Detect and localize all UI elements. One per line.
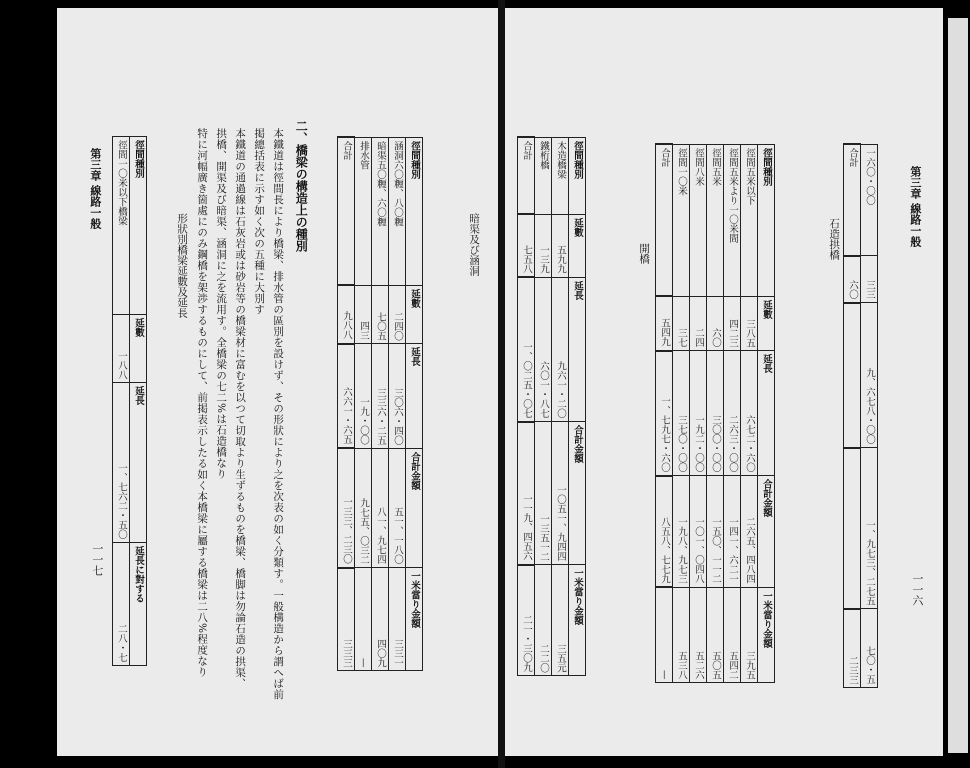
cell-cost-per-meter: 二一・三〇九 xyxy=(518,565,535,676)
header-total-cost: 合計金額 xyxy=(569,422,586,565)
cell-span-type: 徑間五米以下 xyxy=(741,144,758,296)
cell-total-cost: 九七五、〇三二 xyxy=(355,448,372,568)
cell-length: 一、〇二五・〇七 xyxy=(518,277,535,422)
table-row xyxy=(741,144,758,683)
header-length: 延長 xyxy=(758,351,775,476)
header-span-type: 徑間種別 xyxy=(406,137,423,285)
cell-count: 五四九 xyxy=(656,296,673,350)
cell-length: 二六三・〇〇 xyxy=(724,351,741,476)
cell-value: 九、六七八・〇〇 xyxy=(861,303,878,448)
cell-total-cost: 一一九、四五六 xyxy=(518,422,535,565)
cell-value: 一、九七三、二七五 xyxy=(861,448,878,609)
cell-span-type: 木造橋梁 xyxy=(552,137,569,214)
header-cost-per-meter: 一米當り金額 xyxy=(406,568,423,671)
cell-length: 三〇〇・〇〇 xyxy=(707,351,724,476)
cell-cost-per-meter: 四〇九 xyxy=(372,568,389,671)
cell-count: 五九九 xyxy=(552,214,569,277)
table-row xyxy=(113,137,130,666)
cell-count: 四二三 xyxy=(724,296,741,350)
cell-total-label: 合計 xyxy=(844,144,861,256)
body-line-3: 本鐵道の通過線は石灰岩或は砂岩等の橋梁材に富むを以つて切取より生ずるものを橋梁、橋脚は勿論石造の拱渠、 xyxy=(234,128,247,689)
cell-total-label: 合計 xyxy=(518,137,535,214)
cell-count: 九八八 xyxy=(338,285,355,344)
cell-count: 一三九 xyxy=(535,214,552,277)
table-row xyxy=(673,144,690,683)
cell-total-cost: 八一、九七四 xyxy=(372,448,389,568)
cell-cost-per-meter: — xyxy=(355,568,372,671)
cell-cost-per-meter: 五三八 xyxy=(673,587,690,683)
left-page xyxy=(57,8,498,756)
cell-value: 三三 xyxy=(861,256,878,303)
open-bridge-table xyxy=(517,136,586,676)
cell-cost-per-meter: 三五元 xyxy=(552,565,569,676)
table-row xyxy=(406,137,423,671)
cell-count: 七〇五 xyxy=(372,285,389,344)
bridge-shape-table xyxy=(112,136,147,666)
cell-span-type: 徑間一〇米 xyxy=(673,144,690,296)
header-ratio: 延長に對する xyxy=(130,542,147,665)
table-row xyxy=(707,144,724,683)
cell-length: 一九二・〇〇 xyxy=(690,351,707,476)
header-length: 延長 xyxy=(406,344,423,448)
cell-total-cost: 一〇五一、九四四 xyxy=(552,422,569,565)
cell-value: 七〇・五 xyxy=(861,609,878,688)
cell-ratio: 二八・七 xyxy=(113,542,130,665)
cell-value: 二三三 xyxy=(844,609,861,688)
table-row xyxy=(758,144,775,683)
right-running-header: 第三章 線路一般 xyxy=(908,166,922,247)
header-count: 延數 xyxy=(758,296,775,350)
cell-length: 一九・〇〇 xyxy=(355,344,372,448)
cell-span-type: 徑間五米 xyxy=(707,144,724,296)
culvert-caption: 暗渠及び涵洞 xyxy=(468,213,481,276)
table-row xyxy=(130,137,147,666)
header-span-type: 徑間種別 xyxy=(758,144,775,296)
cell-empty xyxy=(844,303,861,448)
table-total-row xyxy=(844,144,861,688)
cell-total-label: 合計 xyxy=(656,144,673,296)
cell-length: 三〇六・四〇 xyxy=(389,344,406,448)
cell-length: 六六一・六五 xyxy=(338,344,355,448)
cell-cost-per-meter: 三三三 xyxy=(338,568,355,671)
cell-count: 三八五 xyxy=(741,296,758,350)
cell-length: 九六一・二〇 xyxy=(552,277,569,422)
cell-length: 六七二・六〇 xyxy=(741,351,758,476)
cell-cost-per-meter: 三三一 xyxy=(389,568,406,671)
cell-total-cost: 一九八、九七三 xyxy=(673,476,690,587)
body-line-5: 特に河幅廣き箇處にのみ鋼橋を架渉するものにして、前掲表示したる如く本橋梁に屬する橋梁は二八%程度なり xyxy=(196,128,209,678)
cell-span-type: 徑間一〇米以下橋梁 xyxy=(113,137,130,315)
header-count: 延數 xyxy=(130,314,147,382)
cell-cost-per-meter: — xyxy=(656,587,673,683)
table-row xyxy=(569,137,586,676)
table-row xyxy=(724,144,741,683)
cell-total-cost: 一四一、六二一 xyxy=(724,476,741,587)
cell-count: 六〇 xyxy=(707,296,724,350)
header-length: 延長 xyxy=(569,277,586,422)
header-count: 延數 xyxy=(569,214,586,277)
cell-total-label: 合計 xyxy=(338,137,355,285)
header-cost-per-meter: 一米當り金額 xyxy=(758,587,775,683)
cell-count: 七五八 xyxy=(518,214,535,277)
cell-cost-per-meter: 二二〇 xyxy=(535,565,552,676)
cell-length: 六〇一・八七 xyxy=(535,277,552,422)
body-line-1: 本鐵道は徑間長により橋梁、排水管の區別を設けず、その形狀により之を次表の如く分類す。一般構造から謂へば前 xyxy=(272,128,285,700)
cell-empty xyxy=(844,448,861,609)
book-spine xyxy=(498,0,505,768)
cell-span-type: 涵洞六〇糎、八〇糎 xyxy=(389,137,406,285)
header-total-cost: 合計金額 xyxy=(758,476,775,587)
cell-total-cost: 二六五、四八四 xyxy=(741,476,758,587)
cell-length: 一、七六二・五〇 xyxy=(113,383,130,543)
cell-cost-per-meter: 五四二 xyxy=(724,587,741,683)
summary-continuation-table xyxy=(843,143,878,688)
cell-span-type: 排水管 xyxy=(355,137,372,285)
cell-length: 一、七九七・六〇 xyxy=(656,351,673,476)
cell-total-cost: 五一、一八〇 xyxy=(389,448,406,568)
cell-count: 三七 xyxy=(673,296,690,350)
culvert-table xyxy=(337,136,423,671)
table-total-row xyxy=(656,144,673,683)
table-row xyxy=(861,144,878,688)
cell-total-cost: 八五八、七七九 xyxy=(656,476,673,587)
left-running-header: 第三章 線路一般 xyxy=(88,148,102,229)
header-cost-per-meter: 一米當り金額 xyxy=(569,565,586,676)
cell-total-cost: 一三三、二三〇 xyxy=(338,448,355,568)
header-total-cost: 合計金額 xyxy=(406,448,423,568)
cell-total-cost: 一五〇、一一二 xyxy=(707,476,724,587)
body-line-4: 拱橋、開渠及び暗渠、涵洞に之を流用す。全橋梁の七二%は石造橋なり xyxy=(215,128,228,480)
header-span-type: 徑間種別 xyxy=(130,137,147,315)
next-page-edge xyxy=(948,18,968,753)
cell-span-type: 徑間八米 xyxy=(690,144,707,296)
cell-span-type: 鐵桁橋 xyxy=(535,137,552,214)
header-length: 延長 xyxy=(130,383,147,543)
cell-length: 三七〇・〇〇 xyxy=(673,351,690,476)
table-row xyxy=(535,137,552,676)
right-page-number: 一一六 xyxy=(910,573,924,606)
bridge-shape-caption: 形狀別橋梁延數及延長 xyxy=(176,213,189,318)
section-title: 二、橋梁の構造上の種別 xyxy=(294,120,309,252)
left-page-number: 一一七 xyxy=(90,543,104,576)
cell-span-type: 暗渠五〇糎、六〇糎 xyxy=(372,137,389,285)
cell-count: 二四〇 xyxy=(389,285,406,344)
cell-span-type: 徑間五米より一〇米間 xyxy=(724,144,741,296)
open-bridge-caption: 開橋 xyxy=(638,243,651,264)
cell-value: 一六〇・〇〇 xyxy=(861,144,878,256)
stone-arch-table xyxy=(655,143,775,683)
cell-cost-per-meter: 五二六 xyxy=(690,587,707,683)
right-page xyxy=(505,8,943,756)
table-row xyxy=(690,144,707,683)
cell-count: 二四 xyxy=(690,296,707,350)
header-span-type: 徑間種別 xyxy=(569,137,586,214)
cell-count: 一八八 xyxy=(113,314,130,382)
table-row xyxy=(355,137,372,671)
table-total-row xyxy=(518,137,535,676)
cell-count: 四三 xyxy=(355,285,372,344)
table-row xyxy=(389,137,406,671)
table-row xyxy=(372,137,389,671)
cell-value: 六〇 xyxy=(844,256,861,303)
cell-total-cost: 一三五一二 xyxy=(535,422,552,565)
body-line-2: 掲總括表に示す如く次の五種に大別す xyxy=(253,128,266,315)
cell-cost-per-meter: 三九五 xyxy=(741,587,758,683)
stone-arch-caption: 石造拱橋 xyxy=(828,218,841,260)
cell-cost-per-meter: 五〇五 xyxy=(707,587,724,683)
table-total-row xyxy=(338,137,355,671)
header-count: 延數 xyxy=(406,285,423,344)
cell-total-cost: 一〇一、〇四八 xyxy=(690,476,707,587)
table-row xyxy=(552,137,569,676)
cell-length: 三三六・二五 xyxy=(372,344,389,448)
